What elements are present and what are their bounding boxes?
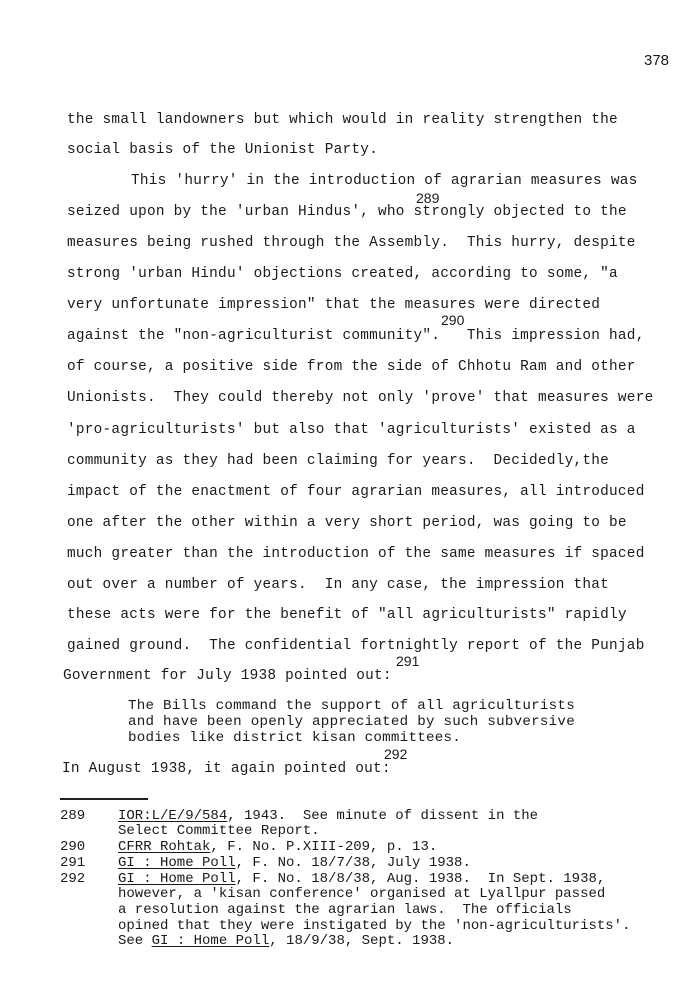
footnote-text	[118, 808, 538, 824]
footnote-separator	[60, 798, 148, 800]
body-line: much greater than the introduction of the same measures if spaced	[67, 546, 645, 562]
body-line: one after the other within a very short period, was going to be	[67, 515, 627, 531]
footnote-source: IOR:L/E/9/584	[118, 808, 228, 824]
footnote-number: 289	[60, 808, 86, 824]
footnote-text: a resolution against the agrarian laws. The officials	[118, 902, 572, 918]
quote-line: bodies like district kisan committees.	[128, 730, 462, 746]
footnote-text	[118, 871, 605, 887]
body-line: Unionists. They could thereby not only 'prove' that measures were	[67, 390, 654, 406]
footnote-text: Select Committee Report.	[118, 823, 320, 839]
paragraph-start-line: This 'hurry' in the introduction of agrarian measures was	[131, 173, 638, 189]
footnote-text-segment: , F. No. 18/7/38, July 1938.	[235, 855, 471, 871]
body-line: community as they had been claiming for years. Decidedly,the	[67, 453, 610, 469]
body-line: against the "non-agriculturist community". This impression had,	[67, 328, 645, 344]
body-line: seized upon by the 'urban Hindus', who strongly objected to the	[67, 204, 627, 220]
footnote-ref-289: 289	[416, 190, 440, 206]
footnote-text-segment: See	[118, 933, 152, 949]
body-line: strong 'urban Hindu' objections created, according to some, "a	[67, 266, 618, 282]
footnote-text-segment: , F. No. 18/8/38, Aug. 1938. In Sept. 1938,	[235, 871, 606, 887]
footnote-ref-292: 292	[384, 746, 408, 762]
body-line: measures being rushed through the Assembly. This hurry, despite	[67, 235, 636, 251]
quote-line: The Bills command the support of all agriculturists	[128, 698, 575, 714]
footnote-ref-290: 290	[441, 312, 465, 328]
footnote-number: 292	[60, 871, 86, 887]
body-line: of course, a positive side from the side of Chhotu Ram and other	[67, 359, 636, 375]
body-line: gained ground. The confidential fortnightly report of the Punjab	[67, 638, 645, 654]
footnote-ref-291: 291	[396, 653, 420, 669]
footnote-source: GI : Home Poll	[118, 855, 236, 871]
footnote-text: however, a 'kisan conference' organised at Lyallpur passed	[118, 886, 606, 902]
footnote-source: CFRR Rohtak	[118, 839, 211, 855]
footnote-text: opined that they were instigated by the 'non-agriculturists'.	[118, 918, 631, 934]
body-line: Government for July 1938 pointed out:	[63, 668, 392, 684]
footnote-text	[118, 839, 437, 855]
body-line: out over a number of years. In any case, the impression that	[67, 577, 610, 593]
footnote-text-segment: , 1943. See minute of dissent in the	[227, 808, 539, 824]
body-line: these acts were for the benefit of "all agriculturists" rapidly	[67, 607, 627, 623]
footnote-source: GI : Home Poll	[118, 871, 236, 887]
footnote-text	[118, 855, 471, 871]
footnote-text	[118, 933, 454, 949]
body-line: the small landowners but which would in reality strengthen the	[67, 112, 618, 128]
body-line: 'pro-agriculturists' but also that 'agriculturists' existed as a	[67, 422, 636, 438]
after-quote-line: In August 1938, it again pointed out:	[62, 761, 391, 777]
page-number: 378	[644, 52, 670, 69]
footnote-text-segment: , F. No. P.XIII-209, p. 13.	[210, 839, 438, 855]
footnote-text-segment: , 18/9/38, Sept. 1938.	[269, 933, 455, 949]
body-line: social basis of the Unionist Party.	[67, 142, 379, 158]
body-line: impact of the enactment of four agrarian measures, all introduced	[67, 484, 645, 500]
body-line: very unfortunate impression" that the measures were directed	[67, 297, 601, 313]
quote-line: and have been openly appreciated by such subversive	[128, 714, 575, 730]
footnote-number: 290	[60, 839, 86, 855]
footnote-number: 291	[60, 855, 86, 871]
footnote-source: GI : Home Poll	[151, 933, 270, 949]
